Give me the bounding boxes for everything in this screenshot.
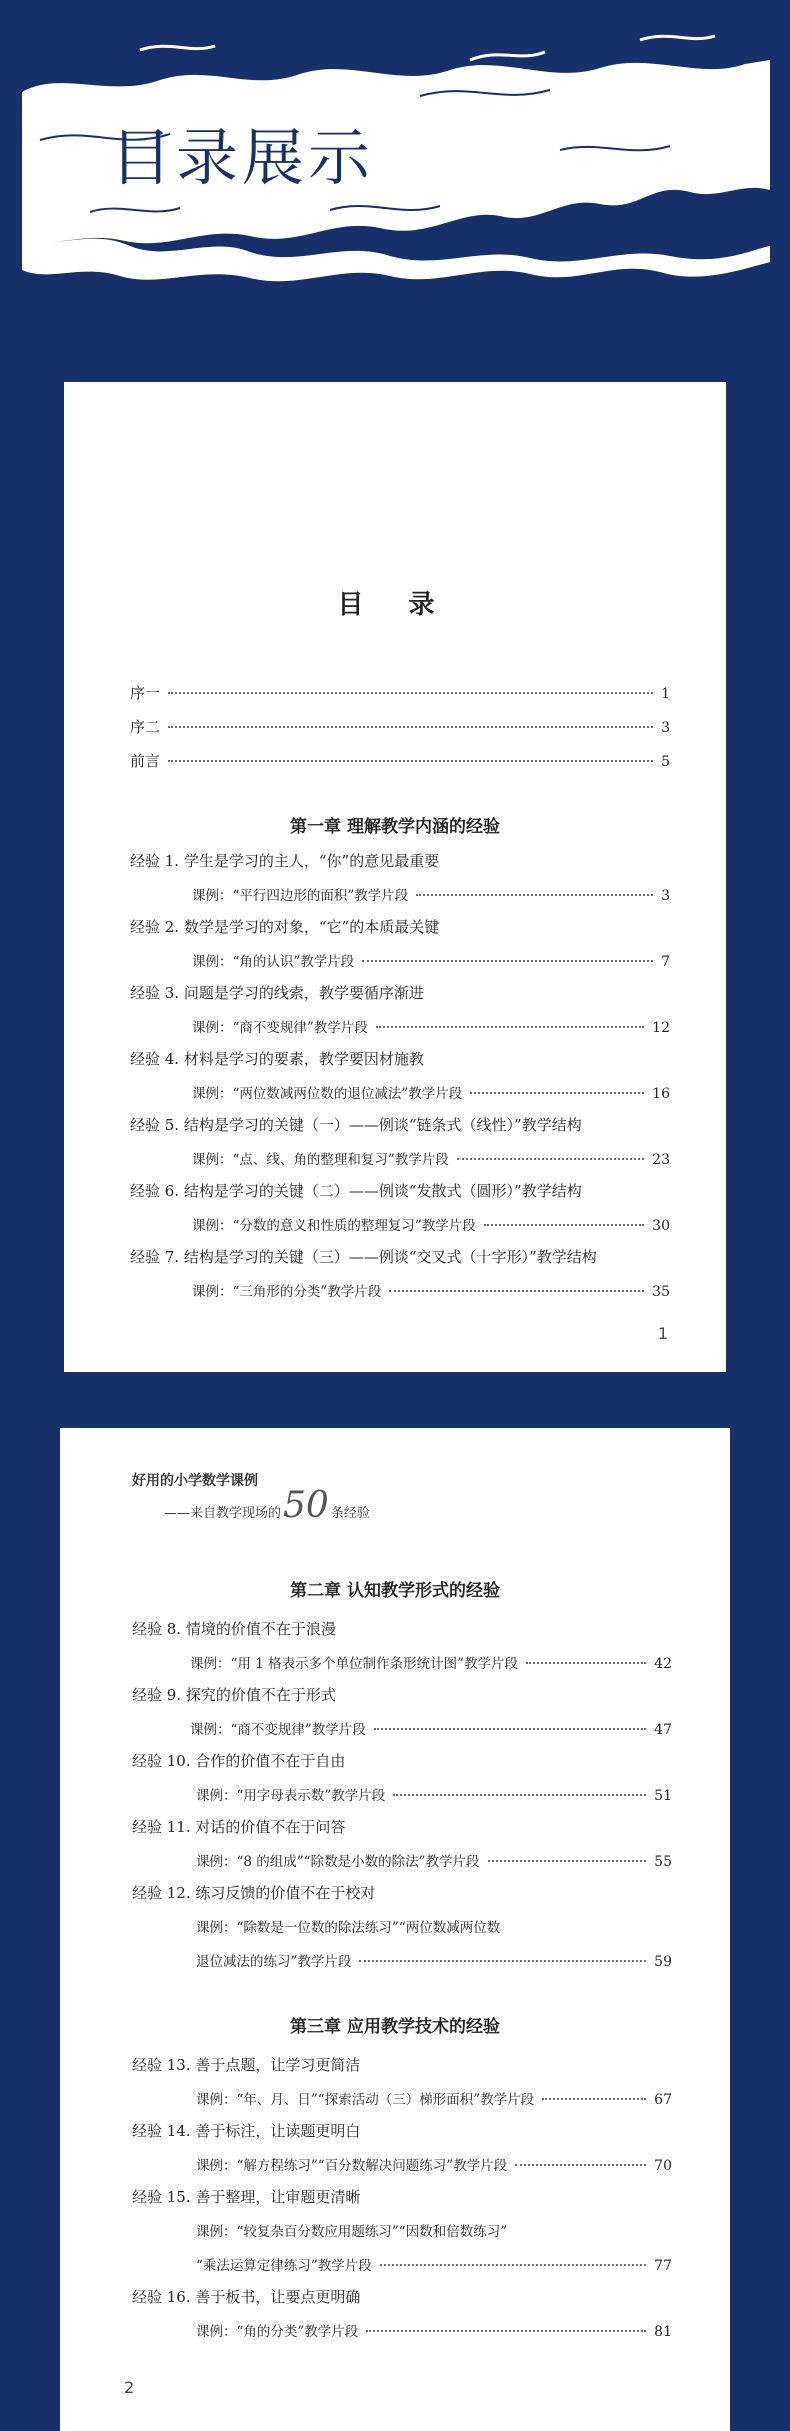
toc-entry: 经验 11. 对话的价值不在于问答 (132, 1818, 346, 1836)
toc-entry: 经验 15. 善于整理，让审题更清晰 (132, 2188, 361, 2206)
toc-subentry-line: 课例：“较复杂百分数应用题练习”“因数和倍数练习” (196, 2224, 508, 2240)
leader-dots (168, 760, 653, 762)
banner (0, 0, 790, 300)
toc-subentry: 退位减法的练习”教学片段 59 (196, 1954, 672, 1970)
page-number: 1 (661, 686, 670, 702)
preface-label: 序一 (130, 684, 161, 702)
toc-subentry: “乘法运算定律练习”教学片段 77 (196, 2258, 672, 2274)
running-header-title: 好用的小学数学课例 (132, 1473, 258, 1489)
leader-dots (168, 726, 653, 728)
chapter-heading: 第一章 理解教学内涵的经验 (290, 817, 500, 837)
toc-page-1 (64, 382, 726, 1372)
toc-subentry: 课例：“平行四边形的面积”教学片段 3 (192, 888, 670, 904)
toc-entry: 经验 10. 合作的价值不在于自由 (132, 1752, 346, 1770)
toc-entry: 经验 14. 善于标注，让读题更明白 (132, 2122, 361, 2140)
toc-entry: 经验 3. 问题是学习的线索，教学要循序渐进 (130, 984, 424, 1002)
toc-entry: 经验 13. 善于点题，让学习更简洁 (132, 2056, 361, 2074)
preface-label: 序二 (130, 718, 161, 736)
toc-entry: 经验 6. 结构是学习的关键（二）——例谈“发散式（圆形）”教学结构 (130, 1182, 582, 1200)
toc-subentry: 课例：“点、线、角的整理和复习”教学片段 23 (192, 1152, 670, 1168)
toc-subentry: 课例：“三角形的分类”教学片段 35 (192, 1284, 670, 1300)
page-folio: 1 (657, 1324, 668, 1343)
toc-subentry: 课例：“角的分类”教学片段 81 (196, 2324, 672, 2340)
toc-entry: 经验 5. 结构是学习的关键（一）——例谈“链条式（线性）”教学结构 (130, 1116, 582, 1134)
toc-subentry-line: 课例：“除数是一位数的除法练习”“两位数减两位数 (196, 1920, 501, 1936)
banner-title: 目录展示 (110, 121, 375, 194)
page-number: 5 (661, 754, 670, 770)
page-number: 3 (661, 720, 670, 736)
toc-subentry: 课例：“商不变规律”教学片段 47 (190, 1722, 672, 1738)
toc-subentry: 课例：“角的认识”教学片段 7 (192, 954, 670, 970)
running-header-subtitle: ——来自教学现场的 50 条经验 (164, 1485, 370, 1526)
toc-title: 目 录 (337, 590, 453, 620)
toc-entry: 经验 4. 材料是学习的要素，教学要因材施教 (130, 1050, 424, 1068)
chapter-heading: 第三章 应用教学技术的经验 (290, 2017, 500, 2037)
toc-entry: 经验 12. 练习反馈的价值不在于校对 (132, 1884, 376, 1902)
toc-subentry: 课例：“商不变规律”教学片段 12 (192, 1020, 670, 1036)
toc-subentry: 课例：“用 1 格表示多个单位制作条形统计图”教学片段 42 (190, 1656, 672, 1672)
toc-subentry: 课例：“解方程练习”“百分数解决问题练习”教学片段 70 (196, 2158, 672, 2174)
toc-subentry: 课例：“用字母表示数”教学片段 51 (196, 1788, 672, 1804)
toc-entry: 经验 16. 善于板书，让要点更明确 (132, 2288, 361, 2306)
toc-entry: 经验 1. 学生是学习的主人，“你”的意见最重要 (130, 852, 440, 870)
preface-row (130, 716, 670, 737)
toc-entry: 经验 8. 情境的价值不在于浪漫 (132, 1620, 336, 1638)
toc-subentry: 课例：“两位数减两位数的退位减法”教学片段 16 (192, 1086, 670, 1102)
preface-row (130, 750, 670, 771)
toc-entry: 经验 9. 探究的价值不在于形式 (132, 1686, 336, 1704)
toc-subentry: 课例：“8 的组成”“除数是小数的除法”教学片段 55 (196, 1854, 672, 1870)
preface-label: 前言 (130, 752, 161, 770)
leader-dots (168, 692, 653, 694)
preface-row (130, 682, 670, 703)
toc-entry: 经验 2. 数学是学习的对象，“它”的本质最关键 (130, 918, 440, 936)
toc-subentry: 课例：“年、月、日”“探索活动（三）梯形面积”教学片段 67 (196, 2092, 672, 2108)
toc-subentry: 课例：“分数的意义和性质的整理复习”教学片段 30 (192, 1218, 670, 1234)
toc-page-2 (60, 1428, 730, 2431)
page-folio: 2 (124, 2378, 135, 2397)
toc-entry: 经验 7. 结构是学习的关键（三）——例谈“交叉式（十字形）”教学结构 (130, 1248, 597, 1266)
chapter-heading: 第二章 认知教学形式的经验 (290, 1581, 500, 1601)
